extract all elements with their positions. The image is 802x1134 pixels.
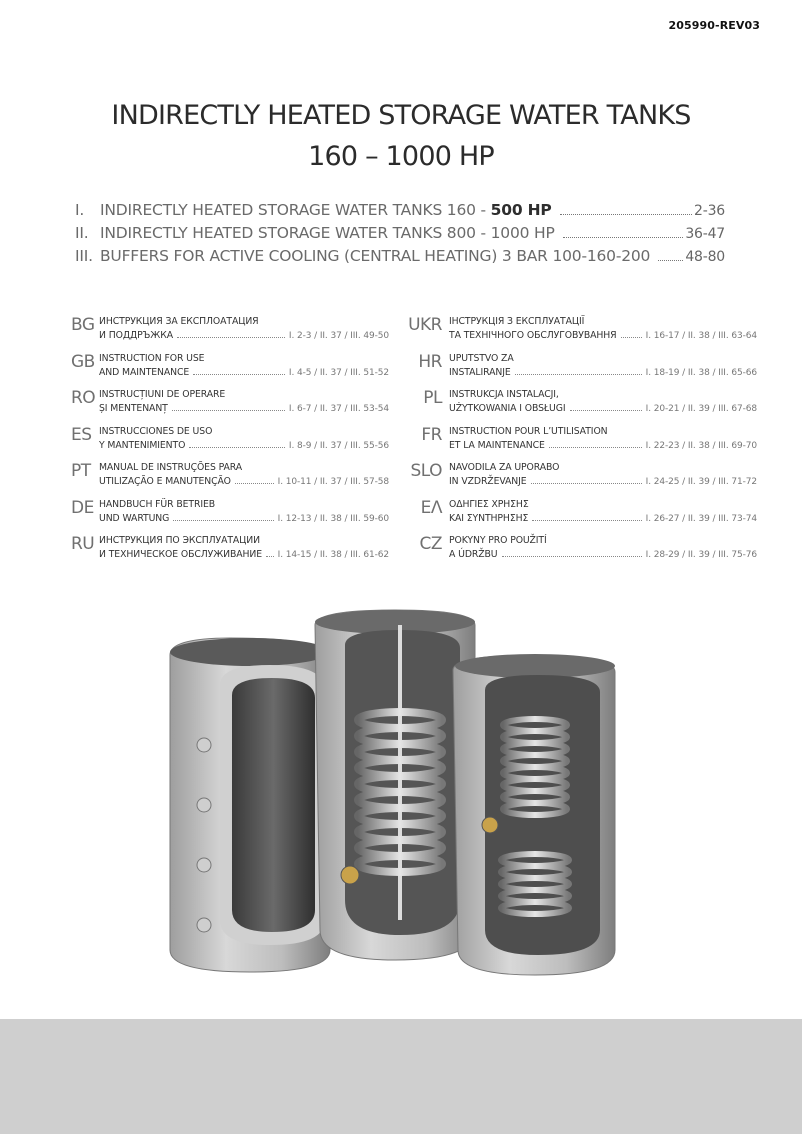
toc-leader (563, 237, 684, 238)
language-entry[interactable]: RU ИНСТРУКЦИЯ ПО ЭКСПЛУАТАЦИИ И ТЕХНИЧЕСКОЕ ОБСЛУЖИВАНИЕ I. 14-15 / II. 38 / III. 61-62 (71, 534, 389, 560)
language-code: GB (71, 351, 95, 372)
language-code: BG (71, 315, 95, 335)
toc-item[interactable]: III. BUFFERS FOR ACTIVE COOLING (CENTRAL HEATING) 3 BAR 100-160-200 48-80 (75, 247, 725, 265)
double-coil-tank-image (453, 654, 615, 975)
language-entry[interactable]: CZ POKYNY PRO POUŽITÍ A ÚDRŽBU I. 28-29 / II. 39 / III. 75-76 (419, 534, 757, 560)
language-list-left (70, 313, 390, 569)
language-code: PL (423, 388, 442, 408)
language-code: ES (71, 424, 92, 445)
toc-item[interactable]: I. INDIRECTLY HEATED STORAGE WATER TANKS 160 - 500 HP 2-36 (75, 201, 725, 219)
language-entry[interactable]: BG ИНСТРУКЦИЯ ЗА ЕКСПЛОАТАЦИЯ И ПОДДРЪЖКА I. 2-3 / II. 37 / III. 49-50 (71, 315, 389, 341)
language-entry[interactable]: EΛ ΟΔΗΓΙΕΣ ΧΡΗΣΗΣ ΚΑΙ ΣΥΝΤΗΡΗΣΗΣ I. 26-27 / II. 39 / III. 73-74 (420, 497, 757, 524)
toc-pages: 48-80 (685, 249, 725, 265)
language-entry[interactable]: SLO NAVODILA ZA UPORABO IN VZDRŽEVANJE I. 24-25 / II. 39 / III. 71-72 (410, 461, 757, 487)
toc-item[interactable]: II. INDIRECTLY HEATED STORAGE WATER TANKS 800 - 1000 HP 36-47 (75, 224, 725, 242)
language-code: FR (421, 424, 442, 445)
language-entry[interactable]: PL INSTRUKCJA INSTALACJI, UŻYTKOWANIA I OBSŁUGI I. 20-21 / II. 39 / III. 67-68 (423, 388, 757, 414)
language-code: SLO (410, 461, 442, 481)
language-list-right (408, 313, 758, 569)
language-entry[interactable]: ES INSTRUCCIONES DE USO Y MANTENIMIENTO I. 8-9 / II. 37 / III. 55-56 (71, 424, 389, 451)
language-code: EΛ (420, 497, 442, 518)
language-entry[interactable]: GB INSTRUCTION FOR USE AND MAINTENANCE I. 4-5 / II. 37 / III. 51-52 (71, 351, 389, 378)
language-entry[interactable]: RO INSTRUCȚIUNI DE OPERARE ȘI MENTENANȚ I. 6-7 / II. 37 / III. 53-54 (71, 388, 389, 414)
product-illustration (160, 600, 680, 1000)
language-code: DE (71, 497, 94, 518)
toc-pages: 36-47 (685, 226, 725, 242)
toc-pages: 2-36 (694, 203, 725, 219)
toc-leader (658, 260, 683, 261)
toc-item-text: INDIRECTLY HEATED STORAGE WATER TANKS 800 - 1000 HP (100, 224, 555, 242)
single-coil-tank-image (315, 610, 475, 960)
language-entry[interactable]: HR UPUTSTVO ZA INSTALIRANJE I. 18-19 / II. 38 / III. 65-66 (418, 351, 757, 378)
language-entry[interactable]: FR INSTRUCTION POUR L’UTILISATION ET LA MAINTENANCE I. 22-23 / II. 38 / III. 69-70 (421, 424, 757, 451)
storage-tanks-image (160, 600, 680, 1000)
language-code: CZ (419, 534, 442, 554)
page-title-line-1: INDIRECTLY HEATED STORAGE WATER TANKS (111, 100, 691, 131)
language-code: RU (71, 534, 95, 554)
language-entry[interactable]: UKR ІНСТРУКЦІЯ З ЕКСПЛУАТАЦІЇ ТА ТЕХНІЧНОГО ОБСЛУГОВУВАННЯ I. 16-17 / II. 38 / III. 63-64 (408, 315, 757, 341)
language-code: RO (71, 388, 96, 408)
language-code: PT (71, 461, 91, 481)
toc-item-text: INDIRECTLY HEATED STORAGE WATER TANKS 160 - 500 HP (100, 201, 552, 219)
document-code: 205990-REV03 (668, 19, 760, 32)
toc-leader (560, 214, 692, 215)
language-entry[interactable]: PT MANUAL DE INSTRUÇÕES PARA UTILIZAÇÃO E MANUTENÇÃO I. 10-11 / II. 37 / III. 57-58 (71, 461, 389, 487)
language-code: UKR (408, 315, 442, 335)
buffer-tank-image (170, 638, 330, 972)
language-entry[interactable]: DE HANDBUCH FÜR BETRIEB UND WARTUNG I. 12-13 / II. 38 / III. 59-60 (71, 497, 389, 524)
language-code: HR (418, 351, 442, 372)
table-of-contents (75, 201, 725, 270)
footer-band (0, 1019, 802, 1134)
page-title-line-2: 160 – 1000 HP (308, 141, 494, 172)
toc-item-text: BUFFERS FOR ACTIVE COOLING (CENTRAL HEATING) 3 BAR 100-160-200 (100, 247, 651, 265)
